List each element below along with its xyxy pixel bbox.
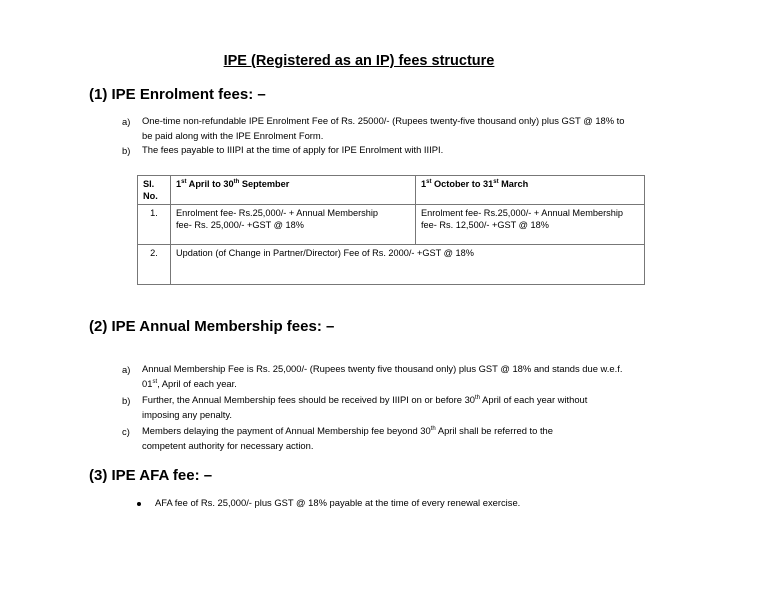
text: April shall be referred to the bbox=[435, 425, 553, 436]
header-text: September bbox=[239, 179, 290, 189]
table-cell bbox=[171, 205, 416, 245]
list-marker: b) bbox=[122, 395, 131, 406]
header-sup: st bbox=[493, 179, 499, 185]
list-item bbox=[142, 424, 666, 453]
sup: th bbox=[430, 426, 436, 432]
header-text: March bbox=[498, 179, 529, 189]
bullet-icon bbox=[137, 502, 141, 506]
list-item: AFA fee of Rs. 25,000/- plus GST @ 18% payable at the time of every renewal exercise. bbox=[155, 497, 521, 508]
header-no: No. bbox=[143, 191, 158, 201]
cell-line: Enrolment fee- Rs.25,000/- + Annual Membership bbox=[176, 208, 378, 218]
cell-line: Enrolment fee- Rs.25,000/- + Annual Membership bbox=[421, 208, 623, 218]
header-sup: th bbox=[233, 179, 240, 185]
list-item-line: Annual Membership Fee is Rs. 25,000/- (Rupees twenty five thousand only) plus GST @ 18% and stands due w.e.f. bbox=[142, 363, 623, 374]
sup: st bbox=[152, 378, 158, 385]
text: , April of each year. bbox=[157, 377, 237, 389]
list-item-line bbox=[142, 424, 666, 439]
section-heading-afa: (3) IPE AFA fee: – bbox=[89, 467, 213, 484]
list-item-line: competent authority for necessary action. bbox=[142, 439, 314, 451]
list-item-line bbox=[142, 393, 666, 408]
header-text: 1 bbox=[421, 179, 427, 189]
list-item bbox=[142, 143, 666, 158]
table-cell bbox=[416, 205, 645, 245]
list-item-line: One-time non-refundable IPE Enrolment Fee of Rs. 25000/- (Rupees twenty-five thousand only) plus GST @ 18% to bbox=[142, 115, 625, 126]
text: 01 bbox=[142, 377, 153, 389]
text: April of each year without bbox=[480, 394, 588, 405]
list-item-line: be paid along with the IPE Enrolment Form. bbox=[142, 129, 324, 141]
table-header-cell bbox=[171, 176, 416, 205]
header-sup: st bbox=[181, 179, 187, 185]
list-marker: a) bbox=[122, 364, 131, 375]
cell-line: fee- Rs. 12,500/- +GST @ 18% bbox=[421, 220, 549, 230]
list-marker: b) bbox=[122, 145, 131, 156]
list-item-line: imposing any penalty. bbox=[142, 408, 232, 420]
table-row bbox=[138, 205, 645, 245]
section-heading-membership: (2) IPE Annual Membership fees: – bbox=[89, 318, 335, 335]
table-row bbox=[138, 245, 645, 285]
list-marker: c) bbox=[122, 426, 130, 437]
page-title: IPE (Registered as an IP) fees structure bbox=[223, 53, 495, 69]
cell-line: fee- Rs. 25,000/- +GST @ 18% bbox=[176, 220, 304, 230]
list-item bbox=[142, 393, 666, 422]
list-item-line bbox=[142, 377, 666, 392]
table-header-cell bbox=[416, 176, 645, 205]
section-heading-enrolment: (1) IPE Enrolment fees: – bbox=[89, 86, 266, 103]
header-text: October to 31 bbox=[431, 179, 494, 189]
header-sup: st bbox=[426, 179, 432, 185]
table-header-cell bbox=[138, 176, 171, 205]
table-header-row bbox=[138, 176, 645, 205]
list-marker: a) bbox=[122, 116, 131, 127]
text: Further, the Annual Membership fees should be received by IIIPI on or before 30 bbox=[142, 394, 476, 405]
list-item-line: The fees payable to IIIPI at the time of apply for IPE Enrolment with IIIPI. bbox=[142, 144, 444, 155]
table-cell: 1. bbox=[138, 205, 171, 245]
list-item bbox=[142, 114, 666, 143]
list-item bbox=[142, 362, 666, 391]
header-text: 1 bbox=[176, 179, 182, 189]
table-cell: Updation (of Change in Partner/Director) Fee of Rs. 2000/- +GST @ 18% bbox=[171, 245, 645, 285]
table-cell: 2. bbox=[138, 245, 171, 285]
header-sl: Sl. bbox=[143, 179, 155, 189]
fees-table bbox=[137, 175, 645, 285]
header-text: April to 30 bbox=[186, 179, 234, 189]
text: Members delaying the payment of Annual Membership fee beyond 30 bbox=[142, 425, 431, 436]
sup: th bbox=[475, 395, 481, 401]
